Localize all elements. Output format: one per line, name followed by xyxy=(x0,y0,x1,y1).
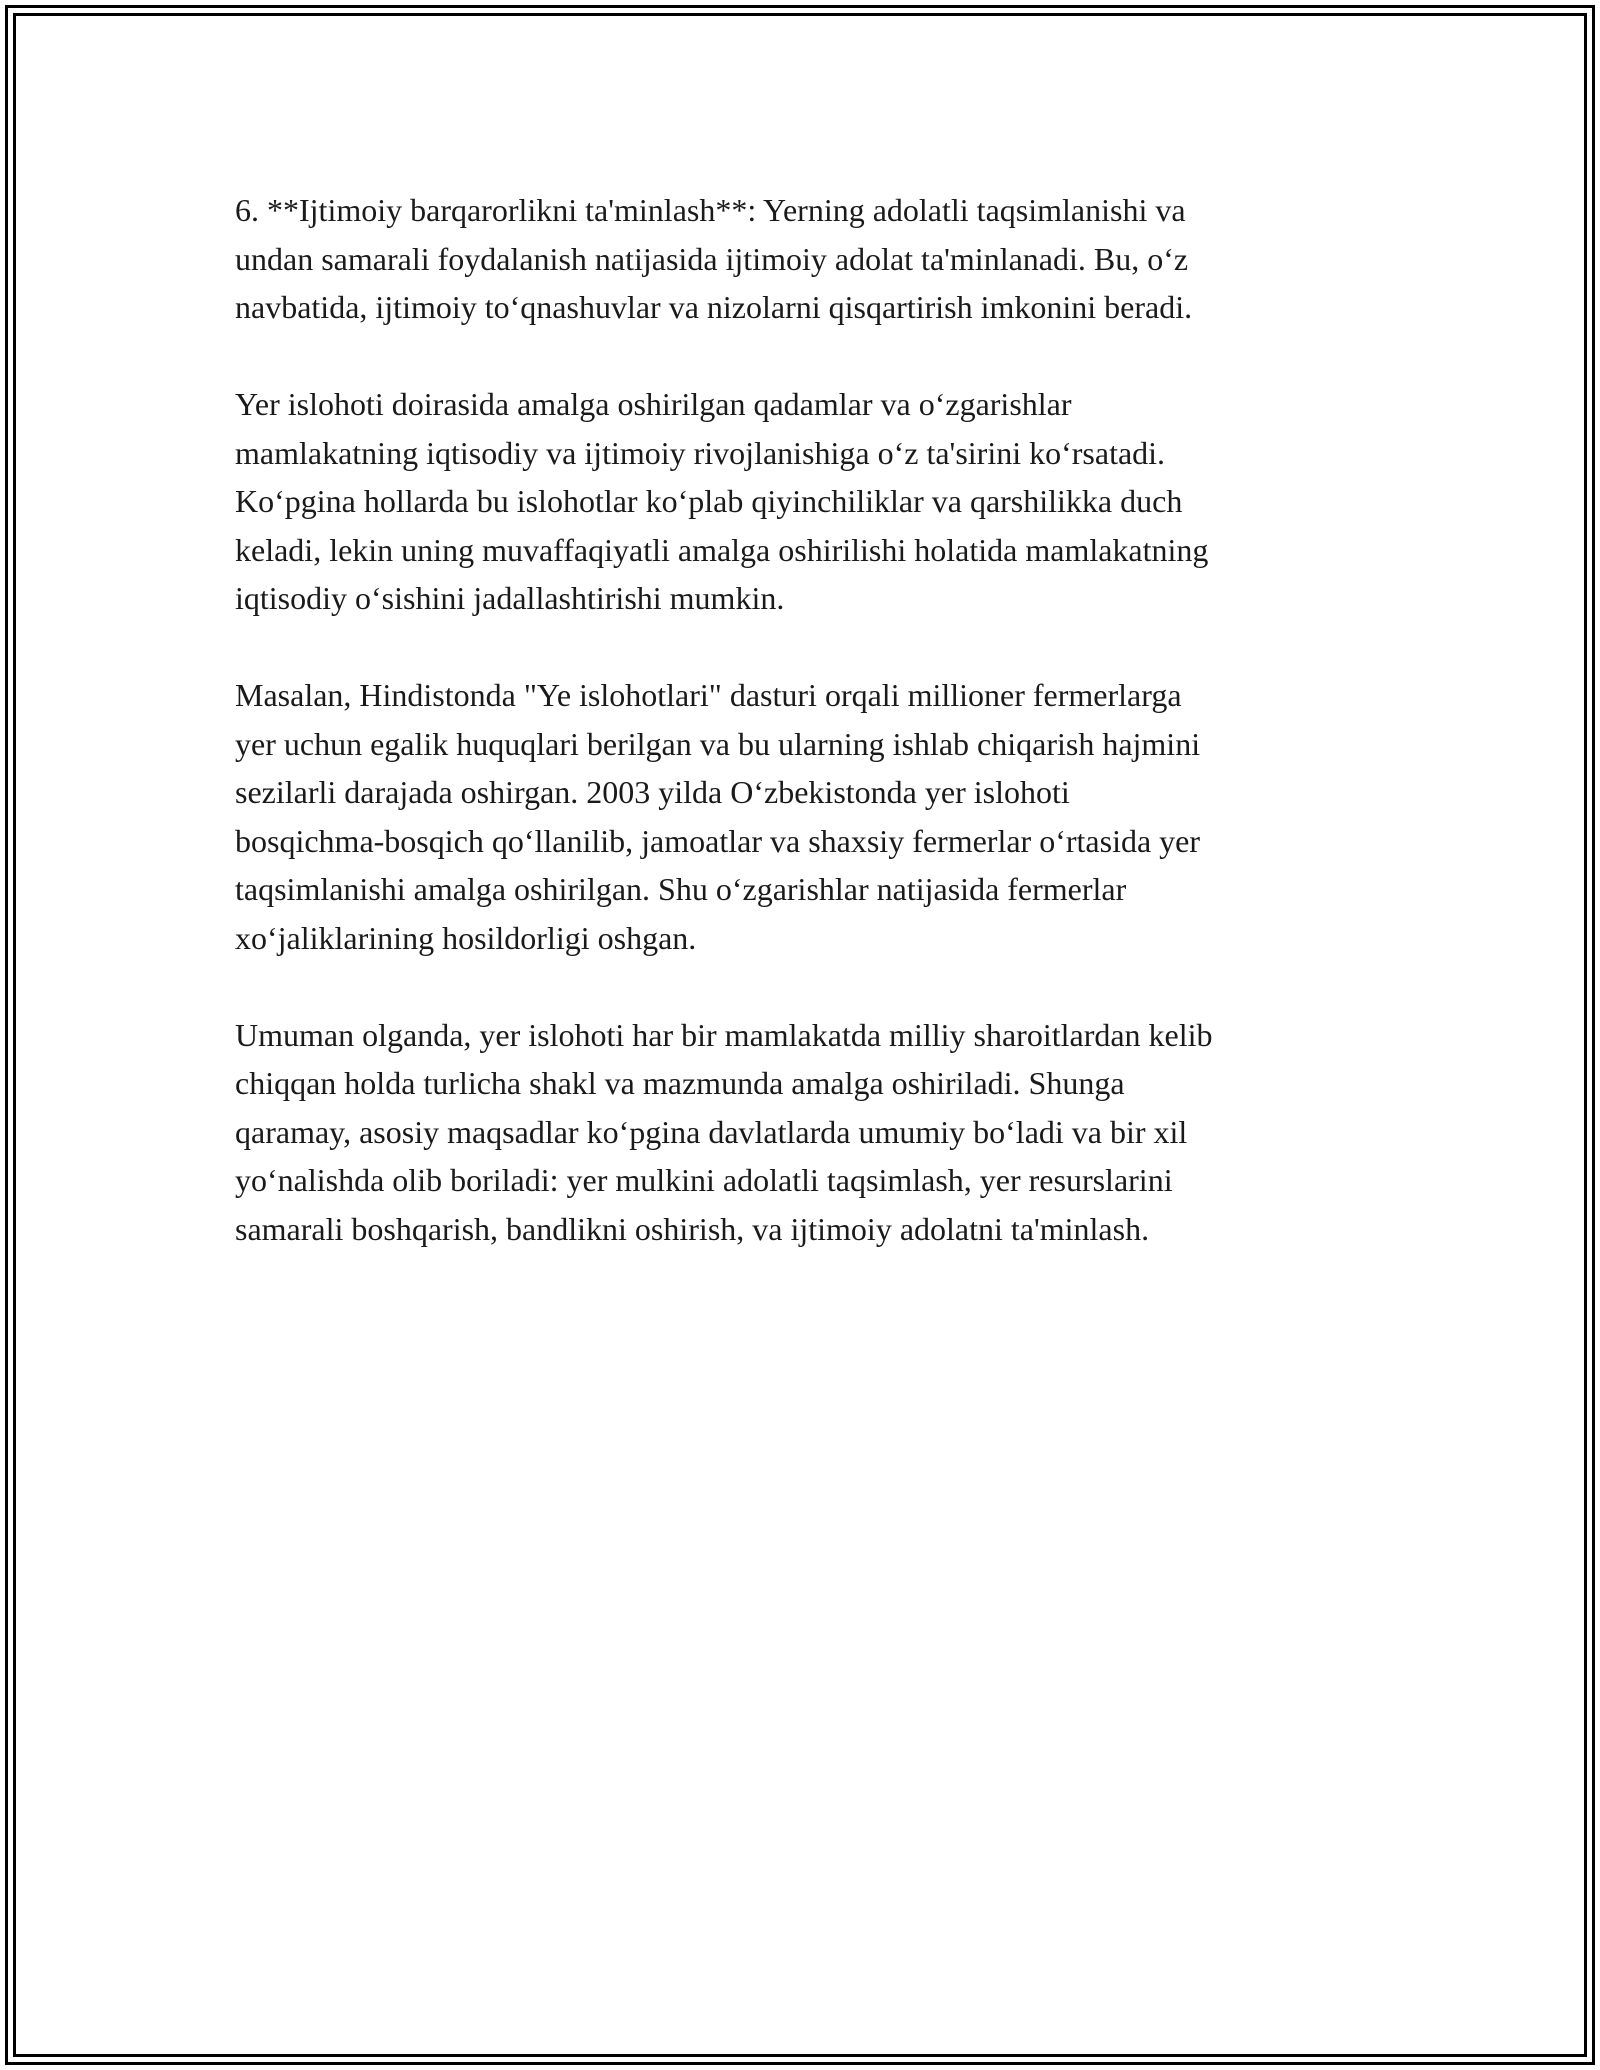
paragraph-reform-impact: Yer islohoti doirasida amalga oshirilgan qadamlar va o‘zgarishlar mamlakatning iqtisodiy va ijtimoiy rivojlanishiga o‘z ta'sirini ko‘rsatadi. Ko‘pgina hollarda bu islohotlar ko‘plab qiyinchiliklar va qarshilikka duch keladi, lekin uning muvaffaqiyatli amalga oshirilishi holatida mamlakatning iqtisodiy o‘sishini jadallashtirishi mumkin. xyxy=(235,386,1209,616)
document-body xyxy=(235,186,1375,1253)
paragraph-social-stability: 6. **Ijtimoiy barqarorlikni ta'minlash**: Yerning adolatli taqsimlanishi va undan samarali foydalanish natijasida ijtimoiy adolat ta'minlanadi. Bu, o‘z navbatida, ijtimoiy to‘qnashuvlar va nizolarni qisqartirish imkonini beradi. xyxy=(235,192,1193,325)
paragraph-conclusion: Umuman olganda, yer islohoti har bir mamlakatda milliy sharoitlardan kelib chiqqan holda turlicha shakl va mazmunda amalga oshiriladi. Shunga qaramay, asosiy maqsadlar ko‘pgina davlatlarda umumiy bo‘ladi va bir xil yo‘nalishda olib boriladi: yer mulkini adolatli taqsimlash, yer resurslarini samarali boshqarish, bandlikni oshirish, va ijtimoiy adolatni ta'minlash. xyxy=(235,1016,1213,1247)
paragraph-examples: Masalan, Hindistonda "Ye islohotlari" dasturi orqali millioner fermerlarga yer uchun egalik huquqlari berilgan va bu ularning ishlab chiqarish hajmini sezilarli darajada oshirgan. 2003 yilda O‘zbekistonda yer islohoti bosqichma-bosqich qo‘llanilib, jamoatlar va shaxsiy fermerlar o‘rtasida yer taqsimlanishi amalga oshirilgan. Shu o‘zgarishlar natijasida fermerlar xo‘jaliklarining hosildorligi oshgan. xyxy=(235,677,1201,956)
